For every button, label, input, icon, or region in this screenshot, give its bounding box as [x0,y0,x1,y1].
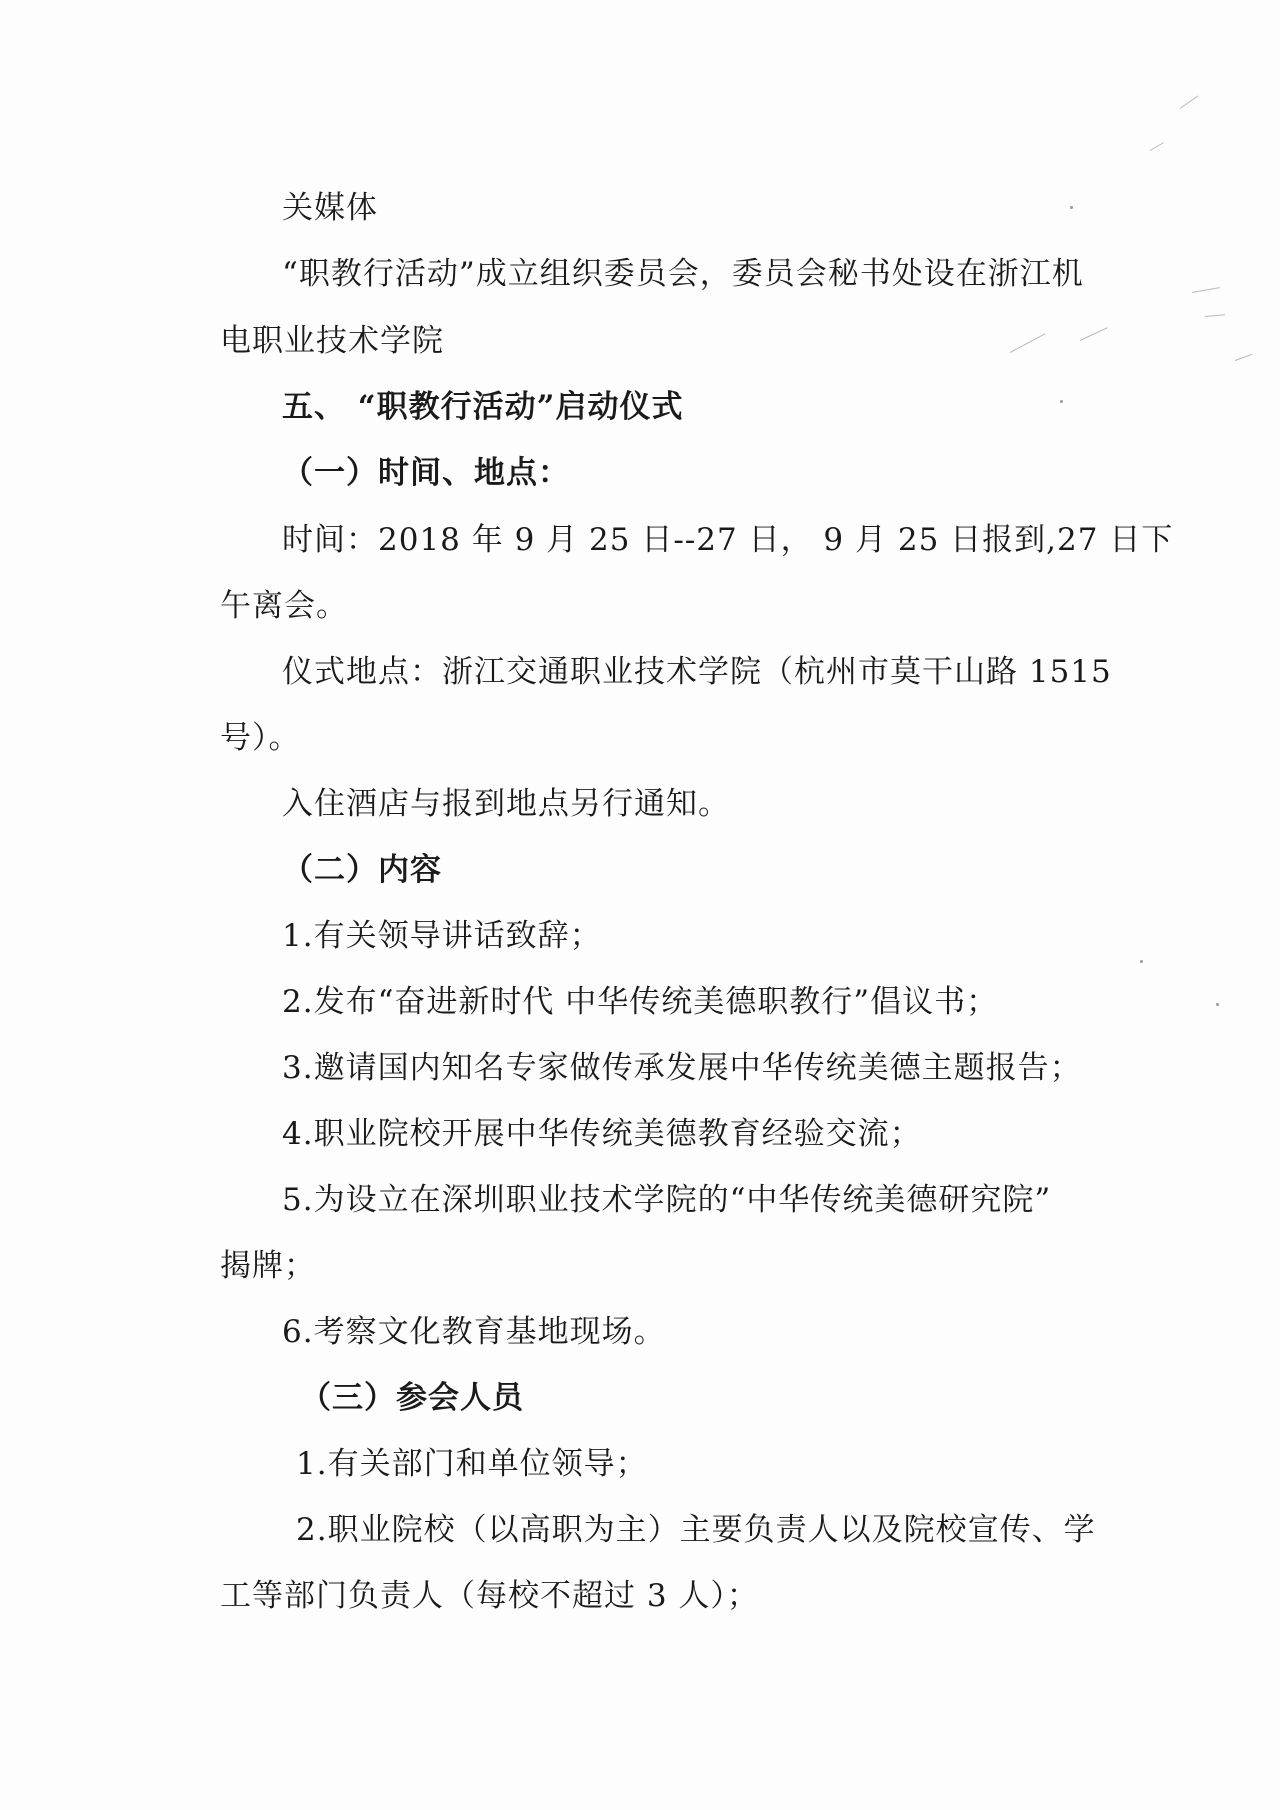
scan-mark [1180,95,1199,108]
subsection-heading-1: （一）时间、地点： [282,455,570,491]
text-line-3: 电职业技术学院 [220,323,444,359]
scan-mark [1150,142,1164,151]
list-item-content-3: 3.邀请国内知名专家做传承发展中华传统美德主题报告； [282,1050,1082,1086]
text-line-hotel: 入住酒店与报到地点另行通知。 [282,786,730,822]
text-line-1: 关媒体 [282,190,378,226]
list-item-content-1: 1.有关领导讲话致辞； [282,918,602,954]
scan-mark [1192,287,1220,293]
list-item-content-4: 4.职业院校开展中华传统美德教育经验交流； [282,1116,922,1152]
section-heading-5: 五、 “职教行活动”启动仪式 [282,389,684,425]
scan-mark [1205,314,1225,317]
list-item-content-5-cont: 揭牌； [220,1248,316,1284]
scan-dot [1216,1003,1219,1006]
list-item-attendee-1: 1.有关部门和单位领导； [296,1446,648,1482]
list-item-content-6: 6.考察文化教育基地现场。 [282,1314,666,1350]
subsection-heading-2: （二）内容 [282,852,442,888]
scan-dot [1060,400,1063,403]
list-item-attendee-2-cont: 工等部门负责人（每校不超过 3 人）； [220,1578,759,1614]
scan-mark [1010,333,1046,353]
scan-mark [1235,354,1252,361]
text-line-venue: 仪式地点：浙江交通职业技术学院（杭州市莫干山路 1515 [282,654,1112,690]
text-line-venue-cont: 号）。 [220,720,301,756]
text-line-time-cont: 午离会。 [220,588,348,624]
text-line-time: 时间：2018 年 9 月 25 日--27 日， 9 月 25 日报到,27 日下 [282,522,1174,558]
scan-dot [1140,960,1143,963]
scan-mark [1080,327,1108,341]
subsection-heading-3: （三）参会人员 [300,1380,524,1416]
scan-dot [1070,206,1073,209]
list-item-attendee-2: 2.职业院校（以高职为主）主要负责人以及院校宣传、学 [296,1512,1096,1548]
text-line-2: “职教行活动”成立组织委员会，委员会秘书处设在浙江机 [282,256,1084,292]
list-item-content-2: 2.发布“奋进新时代 中华传统美德职教行”倡议书； [282,984,999,1020]
list-item-content-5: 5.为设立在深圳职业技术学院的“中华传统美德研究院” [282,1182,1052,1218]
